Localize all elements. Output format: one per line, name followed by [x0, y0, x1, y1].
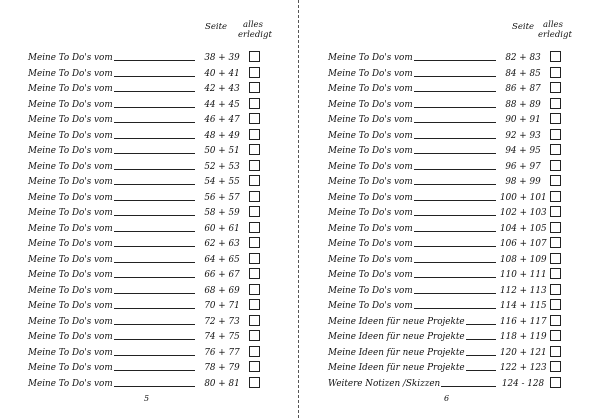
- list-item: [328, 188, 561, 203]
- page-range: 50 + 51: [204, 146, 240, 156]
- list-item: [328, 358, 561, 373]
- entry-label: Meine To Do's vom: [328, 99, 413, 110]
- done-checkbox[interactable]: [249, 191, 260, 202]
- entry-label: Meine To Do's vom: [28, 84, 113, 94]
- date-line[interactable]: [114, 138, 195, 139]
- entry-label: Meine To Do's vom: [28, 316, 113, 327]
- date-line[interactable]: [414, 200, 496, 201]
- date-line[interactable]: [114, 76, 195, 77]
- entry-label: Meine To Do's vom: [328, 68, 413, 79]
- date-line[interactable]: [114, 200, 195, 201]
- list-item: [328, 79, 561, 94]
- page-range: 90 + 91: [505, 115, 541, 125]
- entry-label: Meine To Do's vom: [328, 254, 413, 265]
- date-line[interactable]: [414, 262, 496, 263]
- list-item: [28, 48, 260, 63]
- done-checkbox[interactable]: [550, 253, 561, 264]
- list-item: [28, 312, 260, 327]
- done-checkbox[interactable]: [249, 361, 260, 372]
- done-checkbox[interactable]: [550, 206, 561, 217]
- date-line[interactable]: [114, 153, 195, 154]
- page-range: 112 + 113: [500, 285, 547, 296]
- list-item: [328, 250, 561, 265]
- list-item: [328, 281, 561, 296]
- list-item: [328, 110, 561, 125]
- date-line[interactable]: [114, 277, 195, 278]
- page-range: 64 + 65: [204, 254, 240, 265]
- done-checkbox[interactable]: [249, 144, 260, 155]
- entry-label: Meine Ideen für neue Projekte: [328, 332, 465, 342]
- page-range: 84 + 85: [505, 68, 541, 79]
- page-number: 6: [444, 394, 450, 403]
- page-range: 72 + 73: [204, 316, 240, 327]
- done-checkbox[interactable]: [550, 268, 561, 279]
- date-line[interactable]: [414, 76, 496, 77]
- done-checkbox[interactable]: [550, 144, 561, 155]
- done-checkbox[interactable]: [550, 299, 561, 310]
- entry-label: Meine Ideen für neue Projekte: [328, 316, 465, 327]
- page-range: 108 + 109: [500, 254, 547, 265]
- left-page: [0, 0, 296, 418]
- list-item: [328, 95, 561, 110]
- list-item: [328, 327, 561, 342]
- list-item: [28, 172, 260, 187]
- page-range: 38 + 39: [204, 53, 240, 63]
- page-range: 92 + 93: [505, 130, 541, 141]
- entry-label: Meine To Do's vom: [28, 115, 113, 125]
- page-range: 76 + 77: [204, 347, 240, 358]
- list-item: [328, 343, 561, 358]
- done-checkbox[interactable]: [550, 222, 561, 233]
- date-line[interactable]: [414, 60, 496, 61]
- date-line[interactable]: [414, 153, 496, 154]
- date-line[interactable]: [414, 184, 496, 185]
- date-line[interactable]: [114, 339, 195, 340]
- entry-label: Meine To Do's vom: [328, 192, 413, 203]
- entry-label: Meine To Do's vom: [28, 177, 113, 187]
- done-checkbox[interactable]: [550, 315, 561, 326]
- page-range: 48 + 49: [204, 130, 240, 141]
- list-item: [328, 157, 561, 172]
- list-item: [28, 296, 260, 311]
- date-line[interactable]: [114, 386, 195, 387]
- list-item: [328, 203, 561, 218]
- page-range: 88 + 89: [505, 99, 541, 110]
- done-checkbox[interactable]: [249, 253, 260, 264]
- date-line[interactable]: [414, 231, 496, 232]
- page-range: 98 + 99: [505, 177, 541, 187]
- page-range: 46 + 47: [204, 115, 240, 125]
- entry-label: Meine To Do's vom: [328, 301, 413, 311]
- done-checkbox[interactable]: [249, 175, 260, 186]
- date-line[interactable]: [466, 355, 496, 356]
- date-line[interactable]: [414, 308, 496, 309]
- entry-label: Meine To Do's vom: [28, 130, 113, 141]
- header-erledigt: erledigt: [238, 30, 272, 40]
- page-range: 96 + 97: [505, 161, 541, 172]
- header-alles: alles: [543, 20, 563, 30]
- entry-label: Meine To Do's vom: [28, 99, 113, 110]
- entry-label: Meine To Do's vom: [28, 208, 113, 218]
- done-checkbox[interactable]: [550, 82, 561, 93]
- list-item: [28, 265, 260, 280]
- page-range: 124 - 128: [501, 378, 545, 389]
- page-range: 40 + 41: [204, 68, 240, 79]
- header-seite: Seite: [205, 22, 228, 32]
- page-range: 52 + 53: [204, 161, 240, 172]
- page-range: 120 + 121: [500, 347, 547, 358]
- entry-label: Meine To Do's vom: [328, 239, 413, 249]
- entry-label: Meine To Do's vom: [28, 332, 113, 342]
- list-item: [28, 374, 260, 389]
- page-range: 60 + 61: [204, 223, 240, 234]
- done-checkbox[interactable]: [550, 330, 561, 341]
- page-range: 106 + 107: [500, 239, 547, 249]
- page-range: 116 + 117: [500, 316, 547, 327]
- entry-label: Meine To Do's vom: [328, 285, 413, 296]
- entry-label: Meine To Do's vom: [328, 208, 413, 218]
- page-range: 42 + 43: [204, 84, 240, 94]
- page-range: 122 + 123: [500, 363, 547, 373]
- date-line[interactable]: [114, 107, 195, 108]
- list-item: [28, 234, 260, 249]
- date-line[interactable]: [114, 231, 195, 232]
- date-line[interactable]: [114, 370, 195, 371]
- date-line[interactable]: [414, 107, 496, 108]
- entry-label: Meine To Do's vom: [28, 378, 113, 389]
- page-range: 62 + 63: [204, 239, 240, 249]
- entry-label: Meine To Do's vom: [328, 130, 413, 141]
- done-checkbox[interactable]: [249, 330, 260, 341]
- page-range: 114 + 115: [500, 301, 547, 311]
- entry-label: Meine To Do's vom: [28, 68, 113, 79]
- date-line[interactable]: [466, 370, 496, 371]
- list-item: [28, 281, 260, 296]
- header-alles: alles: [243, 20, 263, 30]
- done-checkbox[interactable]: [249, 222, 260, 233]
- list-item: [28, 64, 260, 79]
- done-checkbox[interactable]: [249, 98, 260, 109]
- entry-label: Meine Ideen für neue Projekte: [328, 347, 465, 358]
- done-checkbox[interactable]: [249, 284, 260, 295]
- page-range: 80 + 81: [204, 378, 240, 389]
- page-range: 104 + 105: [500, 223, 547, 234]
- entry-label: Meine To Do's vom: [28, 192, 113, 203]
- done-checkbox[interactable]: [249, 377, 260, 388]
- done-checkbox[interactable]: [249, 299, 260, 310]
- list-item: [28, 203, 260, 218]
- list-item: [28, 219, 260, 234]
- page-range: 66 + 67: [204, 270, 240, 280]
- entry-label: Meine To Do's vom: [28, 223, 113, 234]
- done-checkbox[interactable]: [249, 268, 260, 279]
- list-item: [328, 265, 561, 280]
- date-line[interactable]: [114, 60, 195, 61]
- page-range: 70 + 71: [204, 301, 240, 311]
- done-checkbox[interactable]: [550, 113, 561, 124]
- date-line[interactable]: [414, 122, 496, 123]
- entry-label: Meine To Do's vom: [328, 223, 413, 234]
- list-item: [28, 95, 260, 110]
- entry-label: Meine To Do's vom: [28, 161, 113, 172]
- entry-label: Weitere Notizen /Skizzen: [328, 378, 441, 389]
- page-range: 74 + 75: [204, 332, 240, 342]
- date-line[interactable]: [114, 293, 195, 294]
- entry-label: Meine To Do's vom: [28, 53, 113, 63]
- date-line[interactable]: [414, 91, 496, 92]
- date-line[interactable]: [414, 277, 496, 278]
- entry-label: Meine To Do's vom: [28, 347, 113, 358]
- header-alles-erledigt: [538, 20, 572, 40]
- entry-label: Meine To Do's vom: [328, 115, 413, 125]
- list-item: [28, 110, 260, 125]
- date-line[interactable]: [114, 215, 195, 216]
- list-item: [28, 157, 260, 172]
- done-checkbox[interactable]: [550, 51, 561, 62]
- entry-label: Meine To Do's vom: [328, 53, 413, 63]
- page-range: 82 + 83: [505, 53, 541, 63]
- header-seite: Seite: [512, 22, 535, 32]
- entry-label: Meine To Do's vom: [28, 363, 113, 373]
- done-checkbox[interactable]: [550, 346, 561, 357]
- list-item: [328, 296, 561, 311]
- list-item: [28, 250, 260, 265]
- date-line[interactable]: [114, 308, 195, 309]
- list-item: [328, 312, 561, 327]
- entry-label: Meine To Do's vom: [328, 177, 413, 187]
- done-checkbox[interactable]: [550, 237, 561, 248]
- entry-label: Meine To Do's vom: [28, 146, 113, 156]
- date-line[interactable]: [114, 246, 195, 247]
- date-line[interactable]: [114, 324, 195, 325]
- page-divider: [298, 0, 299, 418]
- list-item: [28, 343, 260, 358]
- entry-label: Meine To Do's vom: [28, 285, 113, 296]
- date-line[interactable]: [414, 138, 496, 139]
- list-item: [28, 141, 260, 156]
- list-item: [328, 141, 561, 156]
- date-line[interactable]: [114, 169, 195, 170]
- done-checkbox[interactable]: [249, 129, 260, 140]
- date-line[interactable]: [414, 169, 496, 170]
- list-item: [328, 219, 561, 234]
- page-range: 56 + 57: [204, 192, 240, 203]
- entry-label: Meine Ideen für neue Projekte: [328, 363, 465, 373]
- page-range: 110 + 111: [500, 270, 547, 280]
- right-page: [302, 0, 600, 418]
- date-line[interactable]: [414, 215, 496, 216]
- date-line[interactable]: [414, 246, 496, 247]
- done-checkbox[interactable]: [249, 315, 260, 326]
- page-range: 44 + 45: [204, 99, 240, 110]
- page-range: 54 + 55: [204, 177, 240, 187]
- list-item: [328, 48, 561, 63]
- done-checkbox[interactable]: [550, 175, 561, 186]
- done-checkbox[interactable]: [249, 206, 260, 217]
- list-item: [328, 126, 561, 141]
- entry-label: Meine To Do's vom: [328, 146, 413, 156]
- entry-label: Meine To Do's vom: [28, 239, 113, 249]
- page-range: 94 + 95: [505, 146, 541, 156]
- done-checkbox[interactable]: [249, 160, 260, 171]
- list-item: [328, 172, 561, 187]
- list-item: [28, 188, 260, 203]
- entry-label: Meine To Do's vom: [328, 84, 413, 94]
- list-item: [328, 374, 561, 389]
- entry-label: Meine To Do's vom: [328, 270, 413, 280]
- page-range: 58 + 59: [204, 208, 240, 218]
- page-range: 102 + 103: [500, 208, 547, 218]
- done-checkbox[interactable]: [249, 67, 260, 78]
- done-checkbox[interactable]: [249, 82, 260, 93]
- done-checkbox[interactable]: [249, 51, 260, 62]
- header-alles-erledigt: [238, 20, 272, 40]
- list-item: [28, 327, 260, 342]
- header-erledigt: erledigt: [538, 30, 572, 40]
- page-range: 100 + 101: [500, 192, 547, 203]
- done-checkbox[interactable]: [550, 191, 561, 202]
- entry-label: Meine To Do's vom: [28, 301, 113, 311]
- page-range: 86 + 87: [505, 84, 541, 94]
- done-checkbox[interactable]: [550, 377, 561, 388]
- page-range: 78 + 79: [204, 363, 240, 373]
- date-line[interactable]: [466, 339, 496, 340]
- done-checkbox[interactable]: [550, 67, 561, 78]
- date-line[interactable]: [441, 386, 496, 387]
- done-checkbox[interactable]: [550, 284, 561, 295]
- date-line[interactable]: [114, 122, 195, 123]
- date-line[interactable]: [114, 91, 195, 92]
- date-line[interactable]: [114, 184, 195, 185]
- done-checkbox[interactable]: [249, 346, 260, 357]
- page-range: 68 + 69: [204, 285, 240, 296]
- done-checkbox[interactable]: [550, 129, 561, 140]
- list-item: [328, 234, 561, 249]
- done-checkbox[interactable]: [249, 113, 260, 124]
- entry-label: Meine To Do's vom: [28, 254, 113, 265]
- entry-label: Meine To Do's vom: [328, 161, 413, 172]
- entry-label: Meine To Do's vom: [28, 270, 113, 280]
- date-line[interactable]: [114, 355, 195, 356]
- list-item: [28, 79, 260, 94]
- date-line[interactable]: [466, 324, 496, 325]
- page-number: 5: [144, 394, 150, 403]
- done-checkbox[interactable]: [550, 98, 561, 109]
- list-item: [28, 126, 260, 141]
- date-line[interactable]: [414, 293, 496, 294]
- done-checkbox[interactable]: [249, 237, 260, 248]
- list-item: [28, 358, 260, 373]
- date-line[interactable]: [114, 262, 195, 263]
- list-item: [328, 64, 561, 79]
- done-checkbox[interactable]: [550, 361, 561, 372]
- done-checkbox[interactable]: [550, 160, 561, 171]
- page-range: 118 + 119: [500, 332, 547, 342]
